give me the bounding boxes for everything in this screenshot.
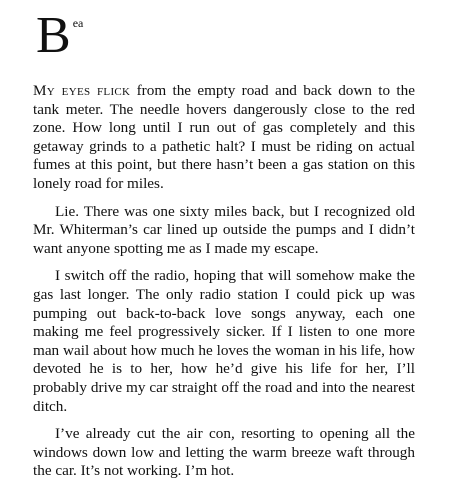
paragraph	[33, 425, 415, 481]
chapter-heading	[36, 8, 83, 64]
paragraph-text: from the empty road and back down to the tank meter. The needle hovers dangerously close to the red zone. How long until I run out of gas completely and this getaway grinds to a pathetic halt? I must be riding on actual fumes at this point, but there hasn’t been a gas station on this lonely road for miles.	[33, 82, 415, 192]
chapter-heading-rest: ea	[72, 16, 84, 30]
paragraph	[33, 203, 415, 259]
paragraph	[33, 267, 415, 416]
paragraph-text: I’ve already cut the air con, resorting to opening all the windows down low and letting the warm breeze waft through the car. It’s not working. I’m hot.	[33, 425, 415, 480]
body-text	[33, 82, 415, 490]
chapter-drop-letter: B	[36, 7, 71, 64]
paragraph-lead-small-caps: My eyes flick	[33, 82, 131, 99]
paragraph-text: Lie. There was one sixty miles back, but I recognized old Mr. Whiterman’s car lined up outside the pumps and I didn’t want anyone spotting me as I made my escape.	[33, 202, 415, 257]
paragraph	[33, 82, 415, 194]
paragraph-text: I switch off the radio, hoping that will somehow make the gas last longer. The only radio station I could pick up was pumping out back-to-back love songs anyway, each one making me feel progressively sicker. If I listen to one more man wail about how much he loves the woman in his life, how devoted he is to her, how he’d give his life for her, I’ll probably drive my car straight off the road and into the nearest ditch.	[33, 267, 415, 415]
